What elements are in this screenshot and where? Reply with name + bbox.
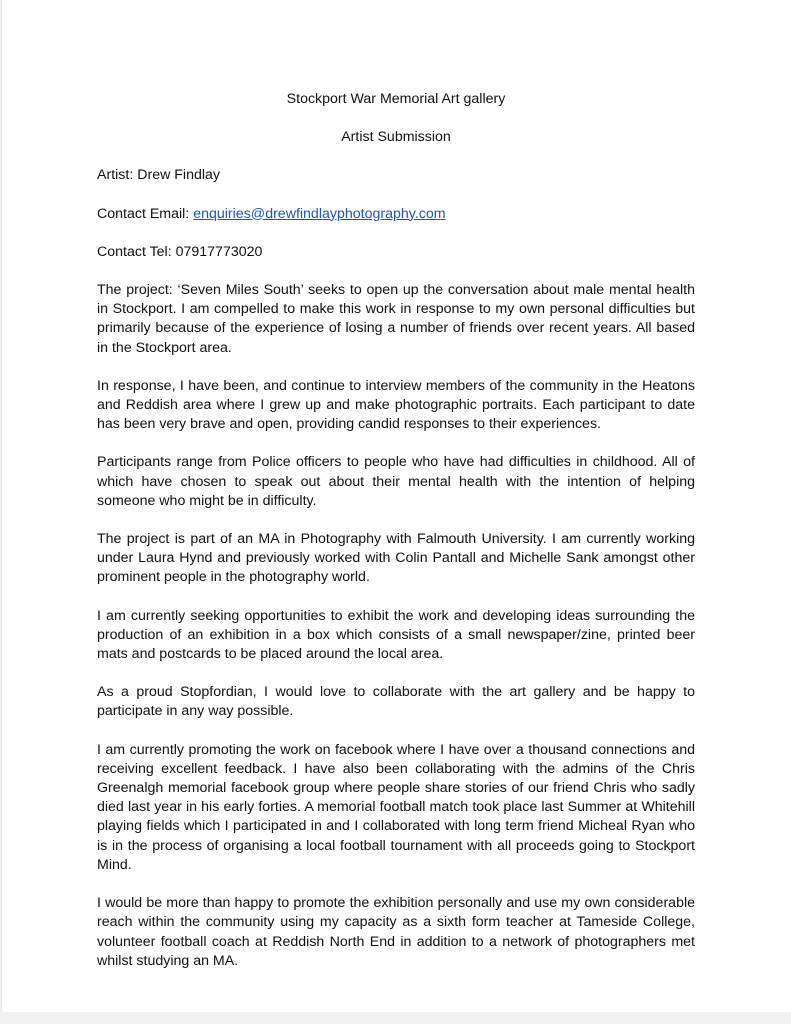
artist-label: Artist: bbox=[97, 167, 134, 184]
artist-name: Drew Findlay bbox=[137, 167, 221, 184]
tel-line bbox=[97, 243, 695, 262]
paragraph-ma: The project is part of an MA in Photography with Falmouth University. I am currently working under Laura Hynd and previously worked with Colin Pantall and Michelle Sank amongst other prominent people in the photography world. bbox=[97, 531, 695, 586]
paragraph-promotion: I am currently promoting the work on facebook where I have over a thousand connections and receiving excellent feedback. I have also been collaborating with the admins of the Chris Greenalgh memorial facebook group where people share stories of our friend Chris who sadly died last year in his early forties. A memorial football match took place last Summer at Whitehill playing fields which I participated in and I collaborated with long term friend Micheal Ryan who is in the process of organising a local football tournament with all proceeds going to Stockport Mind. bbox=[97, 741, 695, 873]
email-label: Contact Email: bbox=[97, 205, 190, 222]
paragraph-opportunities: I am currently seeking opportunities to exhibit the work and developing ideas surrounding the production of an exhibition in a box which consists of a small newspaper/zine, printed beer mats and postcards to be placed around the local area. bbox=[97, 607, 695, 663]
paragraph-project: The project: ‘Seven Miles South’ seeks to open up the conversation about male mental health in Stockport. I am compelled to make this work in response to my own personal difficulties but primarily because of the experience of losing a number of friends over recent years. All based in the Stockport area. bbox=[97, 282, 695, 356]
document-page bbox=[1, 0, 791, 1012]
artist-line bbox=[97, 166, 695, 185]
document-subtitle: Artist Submission bbox=[341, 129, 451, 146]
document-title: Stockport War Memorial Art gallery bbox=[286, 91, 506, 107]
paragraph-response: In response, I have been, and continue to interview members of the community in the Heatons and Reddish area where I grew up and make photographic portraits. Each participant to date has been very brave and open, providing candid responses to their experiences. bbox=[97, 377, 695, 433]
paragraph-reach: I would be more than happy to promote the exhibition personally and use my own considerable reach within the community using my capacity as a sixth form teacher at Tameside College, volunteer football coach at Reddish North End in addition to a network of photographers met whilst studying an MA. bbox=[97, 895, 695, 969]
paragraph-stopfordian: As a proud Stopfordian, I would love to collaborate with the art gallery and be happy to participate in any way possible. bbox=[97, 684, 695, 720]
email-link[interactable]: enquiries@drewfindlayphotography.com bbox=[193, 205, 446, 222]
tel-label: Contact Tel: bbox=[97, 243, 172, 260]
document-body bbox=[97, 90, 695, 990]
email-line bbox=[97, 205, 695, 224]
tel-number: 07917773020 bbox=[175, 243, 263, 260]
paragraph-participants: Participants range from Police officers to people who have had difficulties in childhood. All of which have chosen to speak out about their mental health with the intention of helping someone who might be in difficulty. bbox=[97, 454, 695, 509]
